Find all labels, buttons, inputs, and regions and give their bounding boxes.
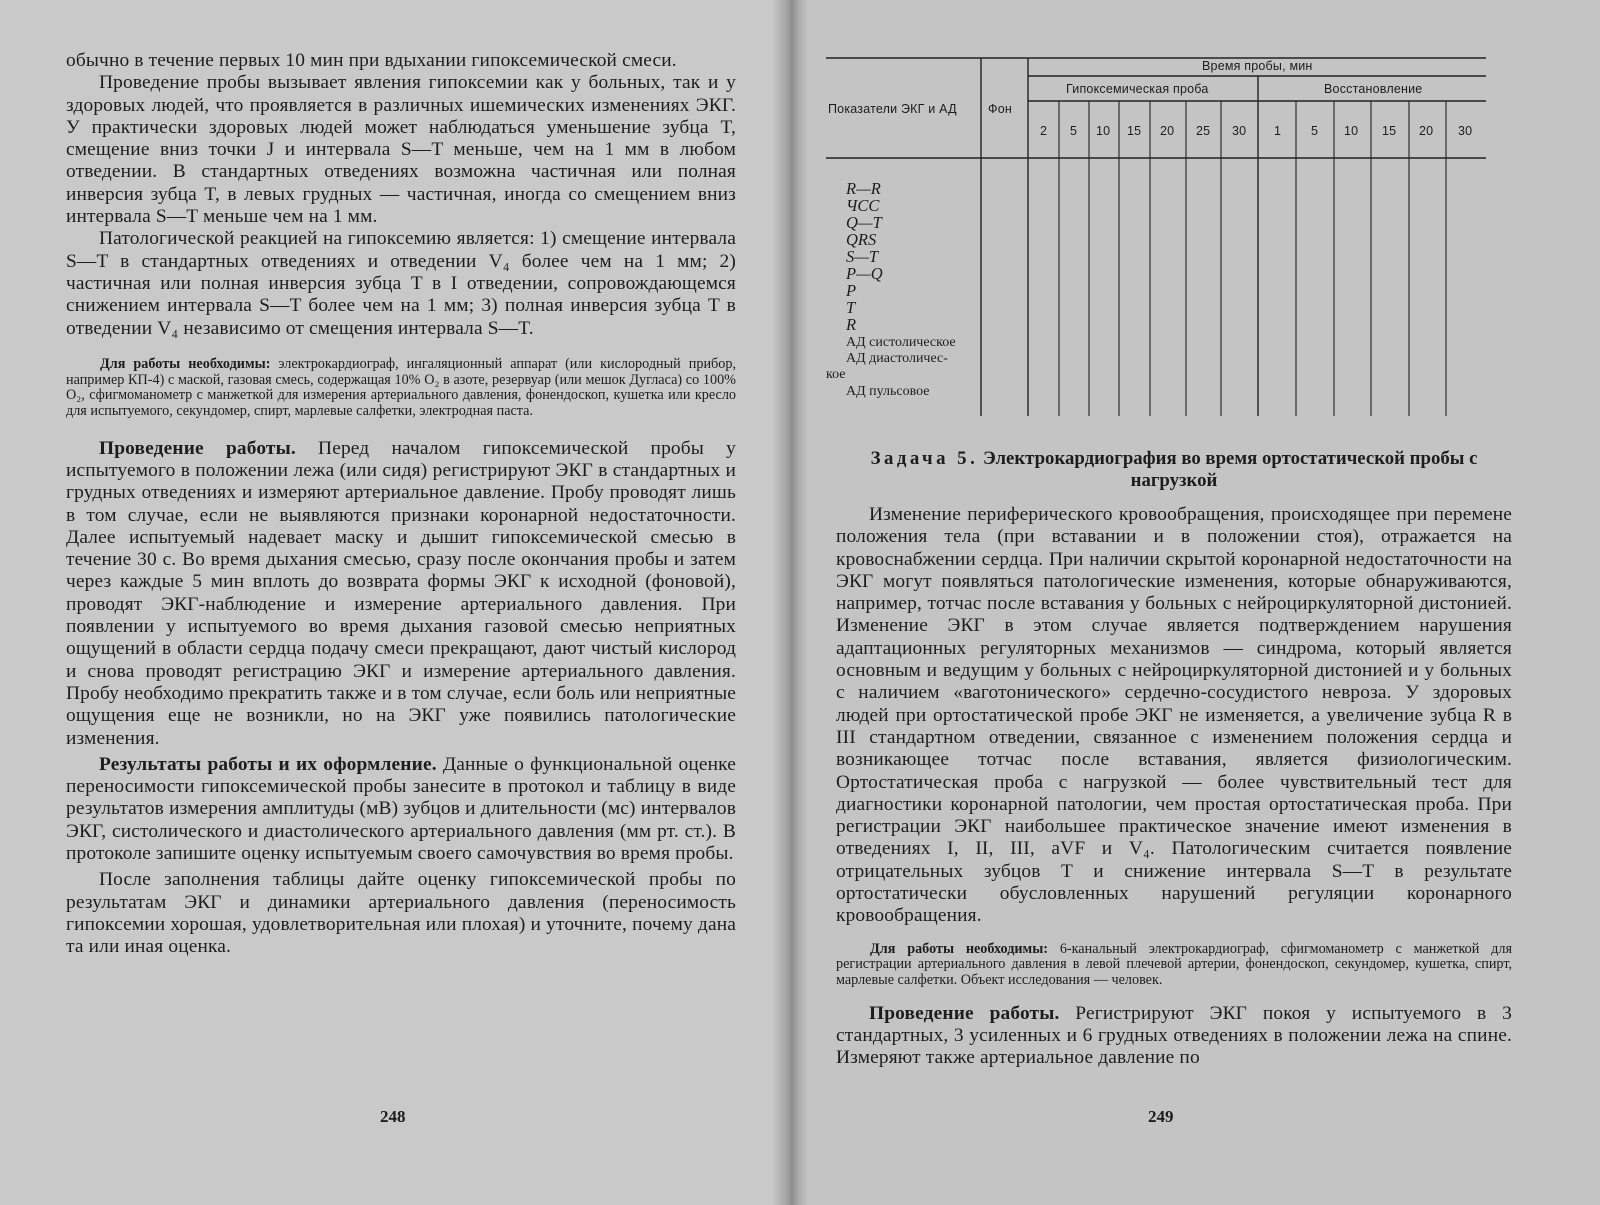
recovery-minute: 1: [1274, 124, 1282, 138]
header-indicator: Показатели ЭКГ и АД: [828, 102, 957, 116]
procedure-paragraph: [66, 438, 736, 750]
paragraph-continuation: обычно в течение первых 10 мин при вдыхании гипоксемической смеси.: [66, 50, 677, 71]
hypox-minute: 25: [1196, 124, 1211, 138]
header-time: Время пробы, мин: [1202, 59, 1313, 73]
row-label-systolic: АД систолическое: [846, 335, 956, 350]
row-label: Q—T: [846, 213, 882, 232]
paragraph-hypoxemia-effects: Проведение пробы вызывает явления гипоксемии как у больных, так и у здоровых людей, что проявляется в различных ишемических изменениях ЭКГ. У практически здоровых людей может наблюдаться уменьшение зубца T, смещение вниз точки J и интервала S—T меньше, чем на 1 мм в любом отведении. В стандартных отведениях возможна частичная или полная инверсия зубца T, в левых грудных — частичная, иногда со смещением вниз интервала S—T меньше чем на 1 мм.: [66, 72, 736, 228]
recovery-minute: 30: [1458, 124, 1473, 138]
equipment-paragraph-right: [836, 942, 1512, 989]
task-title-text: Электрокардиография во время ортостатической пробы с нагрузкой: [978, 448, 1478, 491]
header-background: Фон: [988, 102, 1012, 116]
hypox-minute: 5: [1070, 124, 1078, 138]
left-page-text: [66, 50, 736, 959]
page-number-left: 248: [380, 1107, 406, 1126]
hypox-minute: 20: [1160, 124, 1175, 138]
procedure-text: Перед началом гипоксемической пробы у испытуемого в положении лежа (или сидя) регистрируют ЭКГ в стандартных и грудных отведениях и измеряют артериальное давление. Пробу проводят лишь в том случае, если не выявляются признаки коронарной недостаточности. Далее испытуемый надевает маску и дышит гипоксемической смесью в течение 30 с. Во время дыхания смесью, сразу после окончания пробы и затем через каждые 5 мин вплоть до возврата формы ЭКГ к исходной (фоновой), проводят ЭКГ-наблюдение и измерение артериального давления. При появлении у испытуемого во время дыхания газовой смесью неприятных ощущений в области сердца подачу смеси прекращают, дают чистый кислород и снова проводят регистрацию ЭКГ и измерение артериального давления. Пробу необходимо прекратить также и в том случае, если боль или неприятные ощущения еще не возникли, но на ЭКГ уже появились патологические изменения.: [66, 437, 736, 749]
equipment-paragraph: [66, 357, 736, 420]
recovery-minute: 5: [1311, 124, 1319, 138]
left-page: [0, 0, 790, 1205]
right-page-text: [836, 448, 1512, 1070]
results-paragraph: [66, 754, 736, 865]
row-label: P: [846, 281, 857, 300]
row-label: ЧСС: [846, 196, 880, 215]
page-number-right: 249: [1148, 1107, 1174, 1126]
row-label: T: [846, 298, 856, 317]
procedure-text-right: Регистрируют ЭКГ покоя у испытуемого в 3 стандартных, 3 усиленных и 6 грудных отведениях в положении лежа на спине. Измеряют также артериальное давление по: [836, 1002, 1512, 1069]
paragraph-pathological-reaction: Патологической реакцией на гипоксемию является: 1) смещение интервала S—T в стандартных отведениях и отведении V₄ более чем на 1 мм; 2) частичная или полная инверсия зубца T в I отведении, сопровождающемся снижением интервала S—T более чем на 1 мм; 3) полная инверсия зубца T в отведении V₄ независимо от смещения интервала S—T.: [66, 228, 736, 339]
header-hypox: Гипоксемическая проба: [1066, 82, 1209, 96]
recovery-minute: 15: [1382, 124, 1397, 138]
recovery-minute: 20: [1419, 124, 1434, 138]
equipment-label: Для работы необходимы:: [100, 355, 271, 372]
final-paragraph: После заполнения таблицы дайте оценку гипоксемической пробы по результатам ЭКГ и динамики артериального давления (переносимость гипоксемии хорошая, удовлетворительная или плохая) и уточните, почему дана та или иная оценка.: [66, 869, 736, 958]
row-label-diastolic-end: кое: [826, 367, 846, 382]
recovery-minute: 10: [1344, 124, 1359, 138]
results-text: Данные о функциональной оценке переносимости гипоксемической пробы занесите в протокол и таблицу в виде результатов измерения амплитуды (мВ) зубцов и длительности (мс) интервалов ЭКГ, систолического и диастолического артериального давления (мм рт. ст.). В протоколе запишите оценку испытуемым своего самочувствия во время пробы.: [66, 753, 736, 865]
row-label: P—Q: [846, 264, 883, 283]
right-page: [790, 0, 1600, 1205]
hypox-minute: 15: [1127, 124, 1142, 138]
ekg-table: [826, 46, 1506, 416]
procedure-label-right: Проведение работы.: [869, 1002, 1060, 1024]
row-label: R: [846, 315, 857, 334]
hypox-minute: 30: [1232, 124, 1247, 138]
hypox-minute: 2: [1040, 124, 1048, 138]
task-title: [836, 448, 1512, 492]
row-label-pulse: АД пульсовое: [846, 384, 930, 399]
procedure-paragraph-right: [836, 1003, 1512, 1070]
intro-paragraph: Изменение периферического кровообращения, происходящее при перемене положения тела (при вставании и в положении стоя), отражается на кровоснабжении сердца. При наличии скрытой коронарной недостаточности на ЭКГ могут появляться патологические изменения, которые обнаруживаются, например, тотчас после вставания у больных с нейроциркуляторной дистонией. Изменение ЭКГ в этом случае является подтверждением нарушения адаптационных регуляторных механизмов — синдрома, который является основным и ведущим у больных с нейроциркуляторной дистонией и у больных с наличием «ваготонического» сердечно-сосудистого невроза. У здоровых людей при ортостатической пробе ЭКГ не изменяется, а увеличение зубца R в III стандартном отведении, связанное с изменением положения сердца и возникающее тотчас после вставания, является физиологическим. Ортостатическая проба с нагрузкой — более чувствительный тест для диагностики коронарной патологии, чем простая ортостатическая проба. При регистрации ЭКГ наибольшее практическое значение имеют изменения в отведениях I, II, III, aVF и V₄. Патологическим считается появление отрицательных зубцов T и снижение интервала S—T в результате ортостатически обусловленных нарушений регуляции коронарного кровообращения.: [836, 504, 1512, 927]
hypox-minute: 10: [1096, 124, 1111, 138]
row-label: QRS: [846, 230, 877, 249]
task-title-prefix: Задача 5.: [870, 448, 979, 469]
header-recovery: Восстановление: [1324, 82, 1423, 96]
equipment-text: электрокардиограф, ингаляционный аппарат (или кислородный прибор, например КП-4) с маской, газовая смесь, содержащая 10% O₂ в азоте, резервуар (или мешок Дугласа) со 100% O₂, сфигмоманометр с манжеткой для измерения артериального давления, фонендоскоп, кушетка или кресло для испытуемого, секундомер, спирт, марлевые салфетки, электродная паста.: [66, 355, 736, 419]
equipment-text-right: 6-канальный электрокардиограф, сфигмоманометр с манжеткой для регистрации артериального давления в левой плечевой артерии, фонендоскоп, секундомер, кушетка, спирт, марлевые салфетки. Объект исследования — человек.: [836, 940, 1512, 989]
row-label: S—T: [846, 247, 879, 266]
results-label: Результаты работы и их оформление.: [99, 753, 437, 775]
row-label: R—R: [846, 179, 881, 198]
equipment-label-right: Для работы необходимы:: [870, 940, 1049, 957]
procedure-label: Проведение работы.: [99, 437, 296, 459]
row-label-diastolic: АД диастоличес-: [846, 351, 948, 366]
